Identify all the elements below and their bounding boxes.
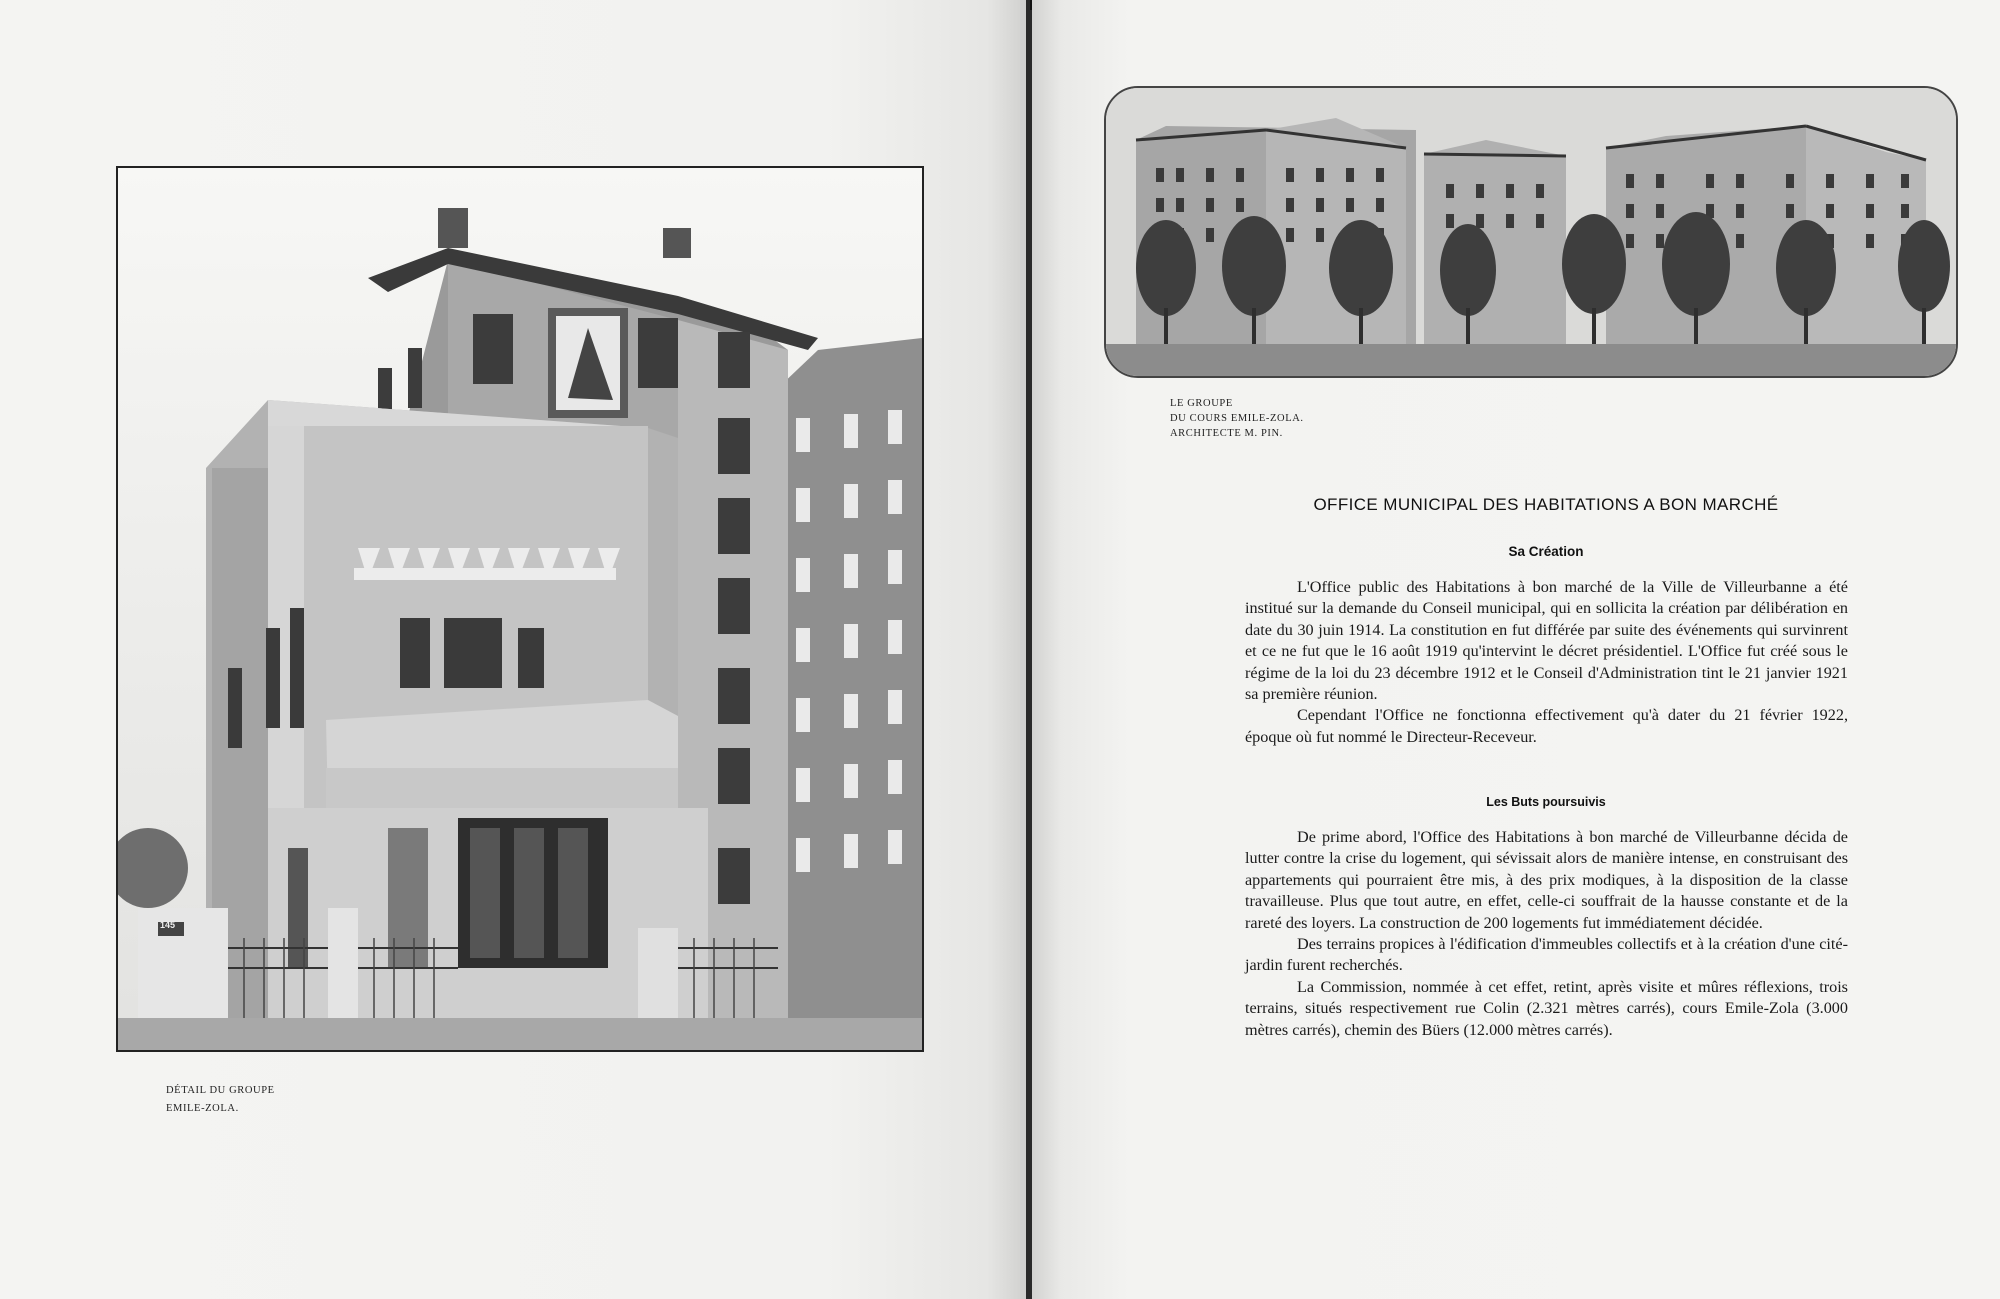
paragraph: La Commission, nommée à cet effet, retint, après visite et mûres réflexions, trois terrains, situés respectivement rue Colin (2.321 mètres carrés), cours Emile-Zola (3.000 mètres carrés), chemin des Büers (12.000 mètres carrés). — [1245, 977, 1848, 1039]
paragraph: De prime abord, l'Office des Habitations à bon marché de Villeurbanne décida de lutter contre la crise du logement, qui sévissait alors de manière intense, en construisant des appartements qui pourraient être mis, à des prix modiques, à la disposition de la classe travailleuse. Plus que tout autre, en effet, celle-ci souffrait de la hausse constante et de la rareté des loyers. La construction de 200 logements fut immédiatement décidée. — [1245, 828, 1848, 932]
page-heading: OFFICE MUNICIPAL DES HABITATIONS A BON MARCHÉ — [1313, 495, 1779, 514]
right-photo-caption — [1170, 396, 1304, 441]
paragraph: Des terrains propices à l'édification d'immeubles collectifs et à la création d'une cité-jardin furent recherchés. — [1245, 935, 1848, 975]
right-caption-line2: DU COURS EMILE-ZOLA. — [1170, 413, 1304, 424]
right-caption-line3: ARCHITECTE M. PIN. — [1170, 428, 1283, 439]
left-photo-caption — [166, 1083, 275, 1116]
house-number-plaque: 145 — [160, 920, 176, 930]
left-caption-line2: EMILE-ZOLA. — [166, 1103, 239, 1114]
section-goals-body — [1245, 827, 1848, 1041]
section-creation-body — [1245, 577, 1848, 748]
paragraph: L'Office public des Habitations à bon marché de la Ville de Villeurbanne a été institué sur la demande du Conseil municipal, qui en sollicita la création par délibération en date du 30 juin 1914. La constitution en fut différée par suite des événements qui survinrent et ce ne fut que le 16 août 1919 qu'intervint le décret présidentiel. L'Office fut créé sous le régime de la loi du 23 décembre 1912 et le Conseil d'Administration tint le 21 janvier 1921 sa première réunion. — [1245, 578, 1848, 704]
section-title-goals: Les Buts poursuivis — [1486, 795, 1606, 809]
emile-zola-group-photo — [1104, 86, 1958, 378]
left-caption-line1: DÉTAIL DU GROUPE — [166, 1085, 275, 1096]
section-title-creation: Sa Création — [1508, 544, 1584, 559]
building-detail-photo — [116, 166, 924, 1052]
right-caption-line1: LE GROUPE — [1170, 398, 1233, 409]
paragraph: Cependant l'Office ne fonctionna effectivement qu'à dater du 21 février 1922, époque où fut nommé le Directeur-Receveur. — [1245, 706, 1848, 746]
